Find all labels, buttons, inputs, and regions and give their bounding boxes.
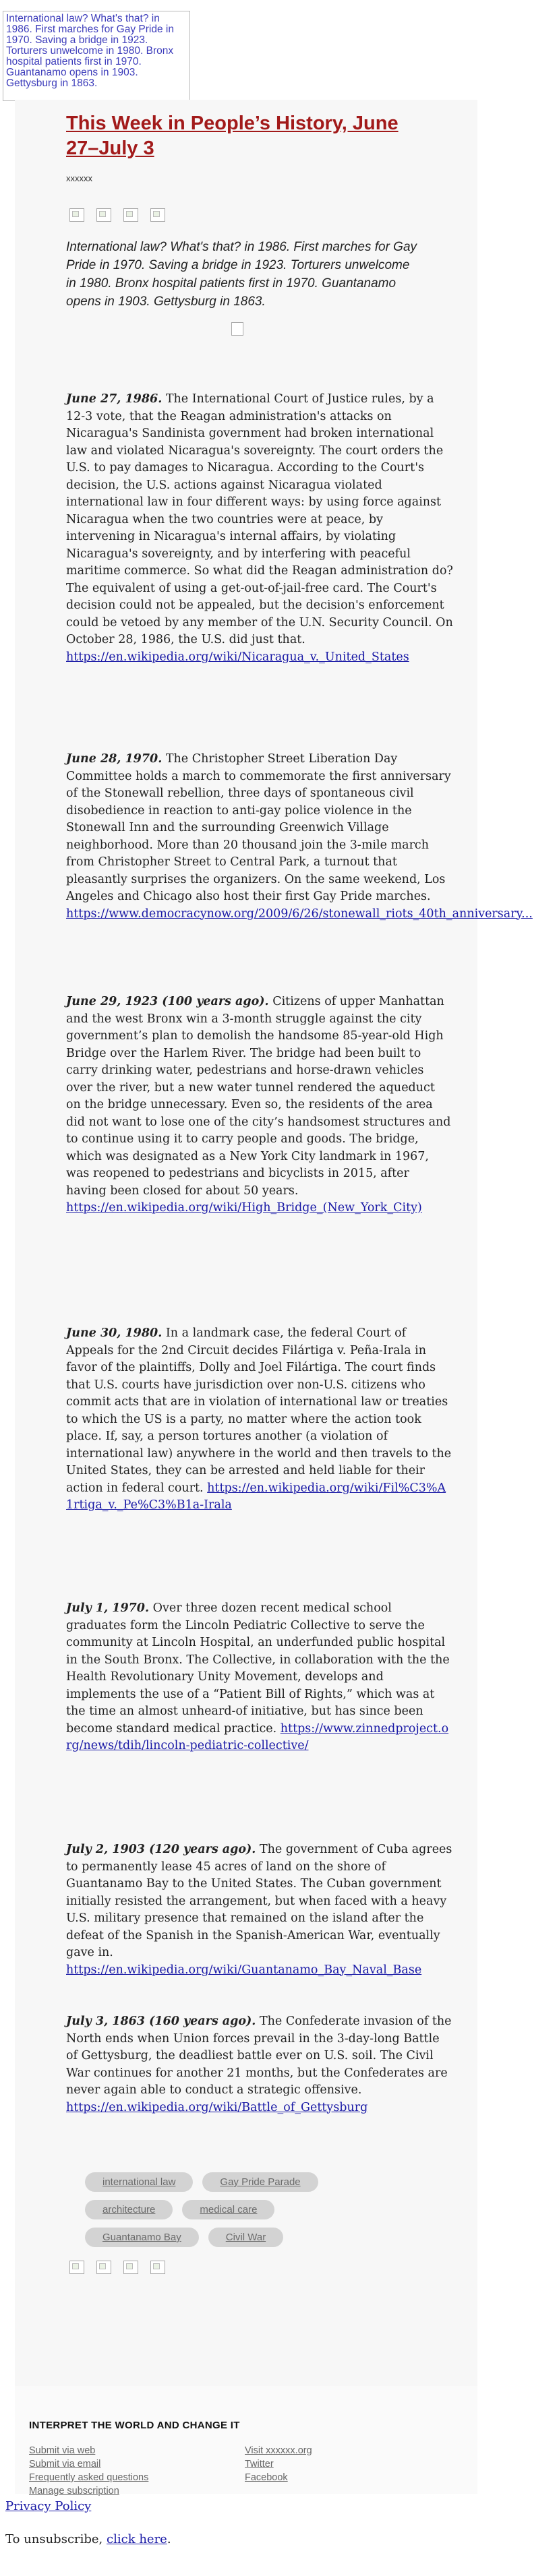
facebook-share-icon[interactable]: [69, 2261, 84, 2274]
submit-email-link[interactable]: Submit via email: [29, 2459, 101, 2470]
entry-link[interactable]: https://en.wikipedia.org/wiki/High_Bridge_(New_York_City): [66, 1201, 422, 1215]
entry-1986: [66, 391, 453, 666]
share-icons-bottom: [69, 2261, 165, 2274]
entry-link[interactable]: https://en.wikipedia.org/wiki/Battle_of_Gettysburg: [66, 2100, 368, 2114]
twitter-link[interactable]: Twitter: [245, 2459, 274, 2470]
entry-link[interactable]: https://www.democracynow.org/2009/6/26/stonewall_riots_40th_anniversary...: [66, 907, 533, 921]
entry-link[interactable]: https://www.zinnedproject.org/news/tdih/lincoln-pediatric-collective/: [66, 1721, 449, 1752]
entry-text: The Christopher Street Liberation Day Committee holds a march to commemorate the first anniversary of the Stonewall rebellion, three days of spontaneous civil disobedience in reaction to anti-gay police violence in the Stonewall Inn and the surrounding Greenwich Village neighborhood. More than 20 thousand join the 3-mile march from Christopher Street to Central Park, a turnout that pleasantly surprises the organizers. On the same weekend, Los Angeles and Chicago also host their first Gay Pride marches.: [66, 752, 451, 903]
entry-text: The Confederate invasion of the North ends when Union forces prevail in the 3-day-long Battle of Gettysburg, the deadliest battle ever on U.S. soil. The Civil War continues for another 21 months, but the Confederates are never again able to conduct a strategic offensive.: [66, 2015, 452, 2097]
link-share-icon[interactable]: [150, 2261, 165, 2274]
entry-date: July 3, 1863 (160 years ago).: [66, 2015, 256, 2028]
footer-links-right: [245, 2444, 312, 2484]
tag-list: [85, 2172, 436, 2255]
twitter-share-icon[interactable]: [96, 2261, 111, 2274]
entry-date: June 27, 1986.: [66, 392, 163, 406]
tag-international-law[interactable]: international law: [85, 2172, 193, 2192]
tag-row: [85, 2172, 436, 2192]
entry-link[interactable]: https://en.wikipedia.org/wiki/Nicaragua_v._United_States: [66, 650, 409, 664]
tag-architecture[interactable]: architecture: [85, 2200, 173, 2219]
hero-image-icon: [231, 322, 243, 336]
tag-gay-pride-parade[interactable]: Gay Pride Parade: [202, 2172, 318, 2192]
entry-link[interactable]: https://en.wikipedia.org/wiki/Guantanamo_Bay_Naval_Base: [66, 1963, 422, 1977]
tag-guantanamo-bay[interactable]: Guantanamo Bay: [85, 2228, 199, 2247]
entry-1903: [66, 1841, 453, 1979]
tag-row: [85, 2228, 436, 2247]
submit-web-link[interactable]: Submit via web: [29, 2445, 96, 2456]
link-share-icon[interactable]: [150, 208, 165, 222]
entry-1923: [66, 993, 453, 1217]
tag-row: [85, 2200, 436, 2219]
email-share-icon[interactable]: [123, 2261, 138, 2274]
article-summary: International law? What's that? in 1986. First marches for Gay Pride in 1970. Saving a bridge in 1923. Torturers unwelcome in 1980. Bronx hospital patients first in 1970. Guantanamo opens in 1903. Gettysburg in 1863.: [66, 240, 417, 309]
facebook-share-icon[interactable]: [69, 208, 84, 222]
entry-date: June 30, 1980.: [66, 1326, 163, 1340]
manage-subscription-link[interactable]: Manage subscription: [29, 2486, 119, 2496]
header-image[interactable]: International law? What's that? in 1986. First marches for Gay Pride in 1970. Saving a bridge in 1923. Torturers unwelcome in 1980. Bronx hospital patients first in 1970. Guantanamo opens in 1903. Gettysburg in 1863.: [3, 11, 190, 101]
twitter-share-icon[interactable]: [96, 208, 111, 222]
tag-medical-care[interactable]: medical care: [182, 2200, 274, 2219]
entry-text: Citizens of upper Manhattan and the west Bronx win a 3-month struggle against the city government’s plan to demolish the handsome 85-year-old High Bridge over the Harlem River. The bridge had been built to carry drinking water, pedestrians and horse-drawn vehicles over the river, but a new water tunnel rendered the aqueduct on the bridge unnecessary. Even so, the residents of the area did not want to lose one of the city’s handsomest structures and to continue using it to carry people and goods. The bridge, which was designated as a New York City landmark in 1967, was reopened to pedestrians and bicyclists in 2015, after having been closed for about 50 years.: [66, 995, 451, 1198]
unsubscribe-end: .: [167, 2532, 171, 2546]
entry-date: July 1, 1970.: [66, 1601, 150, 1615]
entry-date: June 28, 1970.: [66, 752, 163, 766]
share-icons-top: [69, 208, 165, 222]
entry-1970-pride: [66, 751, 533, 923]
entry-link[interactable]: https://en.wikipedia.org/wiki/Fil%C3%A1rtiga_v._Pe%C3%B1a-Irala: [66, 1481, 446, 1512]
tag-civil-war[interactable]: Civil War: [208, 2228, 283, 2247]
footer-links-left: [29, 2444, 148, 2498]
unsubscribe-text: To unsubscribe,: [5, 2532, 107, 2546]
entry-text: Over three dozen recent medical school graduates form the Lincoln Pediatric Collective to serve the community at Lincoln Hospital, an underfunded public hospital in the South Bronx. The Collective, in collaboration with the the Health Revolutionary Unity Movement, develops and implements the use of a “Patient Bill of Rights,” which was at the time an almost unheard-of initiative, but has since been become standard medical practice.: [66, 1601, 450, 1736]
unsubscribe-link[interactable]: click here: [107, 2532, 167, 2546]
entry-1970-lincoln: [66, 1600, 453, 1755]
byline: xxxxxx: [66, 173, 92, 183]
unsubscribe-line: [5, 2532, 171, 2546]
entry-date: June 29, 1923 (100 years ago).: [66, 995, 269, 1008]
privacy-policy-link[interactable]: Privacy Policy: [5, 2499, 92, 2513]
entry-1980: [66, 1325, 453, 1514]
article-title[interactable]: This Week in People’s History, June 27–July 3: [66, 113, 399, 159]
entry-text: The government of Cuba agrees to permanently lease 45 acres of land on the shore of Guantanamo Bay to the United States. The Cuban government initially resisted the arrangement, but when faced with a heavy U.S. military presence that remained on the island after the defeat of the Spanish in the Spanish-American War, eventually gave in.: [66, 1843, 452, 1959]
footer-heading: INTERPRET THE WORLD AND CHANGE IT: [29, 2420, 240, 2431]
faq-link[interactable]: Frequently asked questions: [29, 2472, 149, 2483]
facebook-link[interactable]: Facebook: [245, 2472, 288, 2483]
entry-text: In a landmark case, the federal Court of Appeals for the 2nd Circuit decides Filártiga v. Peña-Irala in favor of the plaintiffs, Dolly and Joel Filártiga. The court finds that U.S. courts have jurisdiction over non-U.S. citizens who commit acts that are in violation of international law or treaties to which the US is a party, no matter where the action took place. If, say, a person tortures another (a violation of international law) anywhere in the world and then travels to the United States, they can be arrested and held liable for their action in federal court.: [66, 1326, 452, 1495]
visit-site-link[interactable]: Visit xxxxxx.org: [245, 2445, 312, 2456]
entry-text: The International Court of Justice rules, by a 12-3 vote, that the Reagan administration's attacks on Nicaragua's Sandinista government had broken international law and violated Nicaragua's sovereignty. The court orders the U.S. to pay damages to Nicaragua. According to the Court's decision, the U.S. actions against Nicaragua violated international law in four different ways: by using force against Nicaragua when the two countries were at peace, by intervening in Nicaragua's internal affairs, by violating Nicaragua's sovereignty, and by interfering with peaceful maritime commerce. So what did the Reagan administration do? The equivalent of using a get-out-of-jail-free card. The Court's decision could not be appealed, but the decision's enforcement could be vetoed by any member of the U.N. Security Council. On October 28, 1986, the U.S. did just that.: [66, 392, 453, 646]
entry-1863: [66, 2013, 453, 2116]
entry-date: July 2, 1903 (120 years ago).: [66, 1843, 256, 1856]
email-share-icon[interactable]: [123, 208, 138, 222]
